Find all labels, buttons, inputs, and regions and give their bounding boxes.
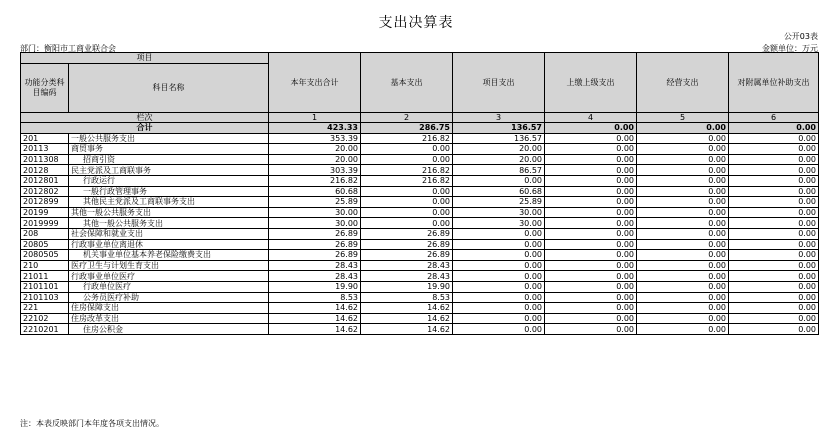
row-value: 28.43 (361, 260, 453, 271)
row-value: 30.00 (269, 207, 361, 218)
row-value: 0.00 (729, 165, 819, 176)
row-value: 20.00 (453, 144, 545, 155)
header-func-code: 功能分类科目编码 (21, 64, 69, 113)
row-value: 14.62 (361, 324, 453, 335)
header-subsidy: 对附属单位补助支出 (729, 53, 819, 113)
row-value: 0.00 (545, 175, 637, 186)
row-value: 0.00 (637, 165, 729, 176)
column-number: 6 (729, 113, 819, 123)
row-value: 0.00 (729, 303, 819, 314)
row-value: 0.00 (637, 207, 729, 218)
row-value: 0.00 (637, 281, 729, 292)
footnote: 注：本表反映部门本年度各项支出情况。 (20, 419, 164, 428)
row-value: 20.00 (453, 154, 545, 165)
header-total: 本年支出合计 (269, 53, 361, 113)
row-value: 0.00 (637, 271, 729, 282)
row-value: 0.00 (729, 154, 819, 165)
row-value: 0.00 (637, 133, 729, 144)
row-value: 60.68 (453, 186, 545, 197)
row-subject-name: 其他一般公共服务支出 (69, 207, 269, 218)
total-value: 286.75 (361, 123, 453, 134)
row-value: 30.00 (269, 218, 361, 229)
row-value: 0.00 (545, 218, 637, 229)
row-value: 0.00 (729, 281, 819, 292)
row-value: 14.62 (361, 313, 453, 324)
row-value: 0.00 (637, 228, 729, 239)
row-value: 0.00 (545, 133, 637, 144)
row-value: 25.89 (269, 197, 361, 208)
row-subject-name: 行政事业单位离退休 (69, 239, 269, 250)
table-row (21, 260, 819, 271)
row-value: 19.90 (269, 281, 361, 292)
row-value: 0.00 (545, 144, 637, 155)
header-project: 项目支出 (453, 53, 545, 113)
row-code: 2210201 (21, 324, 69, 335)
table-row (21, 207, 819, 218)
row-value: 14.62 (361, 303, 453, 314)
row-code: 20128 (21, 165, 69, 176)
row-value: 0.00 (729, 324, 819, 335)
row-value: 19.90 (361, 281, 453, 292)
column-label: 栏次 (21, 113, 269, 123)
unit-label: 金额单位：万元 (762, 44, 818, 53)
row-subject-name: 住房公积金 (69, 324, 269, 335)
row-code: 2019999 (21, 218, 69, 229)
department-label: 部门：衡阳市工商业联合会 (20, 44, 116, 53)
row-value: 0.00 (637, 324, 729, 335)
row-value: 0.00 (637, 144, 729, 155)
row-value: 0.00 (637, 186, 729, 197)
row-value: 216.82 (361, 165, 453, 176)
table-row (21, 239, 819, 250)
expenditure-table (20, 52, 819, 335)
total-value: 0.00 (729, 123, 819, 134)
table-row (21, 218, 819, 229)
row-value: 14.62 (269, 324, 361, 335)
row-value: 28.43 (269, 260, 361, 271)
row-value: 0.00 (545, 186, 637, 197)
column-number: 3 (453, 113, 545, 123)
total-row (21, 123, 819, 134)
row-value: 353.39 (269, 133, 361, 144)
row-value: 0.00 (361, 186, 453, 197)
column-number-row (21, 113, 819, 123)
form-number: 公开03表 (783, 32, 818, 41)
page-title: 支出决算表 (378, 15, 454, 31)
row-value: 0.00 (729, 239, 819, 250)
column-number: 2 (361, 113, 453, 123)
row-value: 0.00 (453, 228, 545, 239)
row-value: 0.00 (729, 271, 819, 282)
table-row (21, 186, 819, 197)
row-value: 86.57 (453, 165, 545, 176)
row-value: 26.89 (361, 228, 453, 239)
row-value: 0.00 (545, 154, 637, 165)
row-value: 20.00 (269, 144, 361, 155)
row-subject-name: 招商引资 (69, 154, 269, 165)
row-value: 14.62 (269, 313, 361, 324)
row-code: 2080505 (21, 250, 69, 261)
column-number: 1 (269, 113, 361, 123)
row-value: 0.00 (453, 303, 545, 314)
row-subject-name: 住房改革支出 (69, 313, 269, 324)
row-value: 0.00 (637, 292, 729, 303)
row-value: 0.00 (453, 292, 545, 303)
row-value: 0.00 (545, 292, 637, 303)
row-value: 26.89 (269, 239, 361, 250)
row-value: 0.00 (545, 239, 637, 250)
row-value: 0.00 (361, 154, 453, 165)
header-basic: 基本支出 (361, 53, 453, 113)
row-value: 25.89 (453, 197, 545, 208)
row-code: 2012899 (21, 197, 69, 208)
row-value: 0.00 (545, 197, 637, 208)
column-number: 5 (637, 113, 729, 123)
row-value: 0.00 (545, 260, 637, 271)
row-value: 30.00 (453, 218, 545, 229)
total-value: 136.57 (453, 123, 545, 134)
row-value: 0.00 (729, 313, 819, 324)
row-code: 22102 (21, 313, 69, 324)
row-value: 8.53 (361, 292, 453, 303)
row-value: 0.00 (637, 175, 729, 186)
row-value: 0.00 (729, 250, 819, 261)
row-subject-name: 民主党派及工商联事务 (69, 165, 269, 176)
row-value: 0.00 (545, 250, 637, 261)
row-value: 0.00 (453, 313, 545, 324)
row-subject-name: 行政运行 (69, 175, 269, 186)
row-code: 2011308 (21, 154, 69, 165)
row-value: 0.00 (637, 250, 729, 261)
row-value: 28.43 (269, 271, 361, 282)
row-code: 201 (21, 133, 69, 144)
row-value: 0.00 (361, 218, 453, 229)
row-value: 0.00 (729, 197, 819, 208)
row-subject-name: 商贸事务 (69, 144, 269, 155)
table-row (21, 228, 819, 239)
row-value: 0.00 (453, 239, 545, 250)
total-label: 合计 (21, 123, 269, 134)
row-subject-name: 行政单位医疗 (69, 281, 269, 292)
row-value: 30.00 (453, 207, 545, 218)
table-row (21, 303, 819, 314)
table-row (21, 292, 819, 303)
table-row (21, 313, 819, 324)
row-value: 0.00 (637, 218, 729, 229)
row-subject-name: 一般公共服务支出 (69, 133, 269, 144)
row-code: 20805 (21, 239, 69, 250)
row-code: 210 (21, 260, 69, 271)
row-value: 216.82 (361, 133, 453, 144)
table-row (21, 324, 819, 335)
row-value: 26.89 (361, 239, 453, 250)
row-code: 208 (21, 228, 69, 239)
row-value: 0.00 (453, 324, 545, 335)
row-value: 0.00 (361, 197, 453, 208)
table-row (21, 154, 819, 165)
row-code: 20113 (21, 144, 69, 155)
row-value: 0.00 (729, 133, 819, 144)
table-row (21, 165, 819, 176)
row-value: 0.00 (361, 207, 453, 218)
row-subject-name: 社会保障和就业支出 (69, 228, 269, 239)
row-value: 0.00 (729, 228, 819, 239)
row-subject-name: 一般行政管理事务 (69, 186, 269, 197)
table-row (21, 271, 819, 282)
row-value: 0.00 (453, 281, 545, 292)
row-code: 2101103 (21, 292, 69, 303)
row-value: 0.00 (545, 165, 637, 176)
row-code: 221 (21, 303, 69, 314)
header-superior: 上缴上级支出 (545, 53, 637, 113)
header-subject-name: 科目名称 (69, 64, 269, 113)
table-row (21, 197, 819, 208)
row-value: 0.00 (637, 197, 729, 208)
row-value: 0.00 (545, 303, 637, 314)
row-value: 216.82 (361, 175, 453, 186)
row-value: 0.00 (729, 218, 819, 229)
row-value: 26.89 (269, 250, 361, 261)
row-subject-name: 行政事业单位医疗 (69, 271, 269, 282)
row-value: 0.00 (637, 313, 729, 324)
row-subject-name: 其他一般公共服务支出 (69, 218, 269, 229)
row-value: 0.00 (637, 239, 729, 250)
row-value: 136.57 (453, 133, 545, 144)
row-value: 0.00 (637, 260, 729, 271)
table-row (21, 175, 819, 186)
row-value: 0.00 (729, 144, 819, 155)
row-value: 0.00 (361, 144, 453, 155)
row-subject-name: 公务员医疗补助 (69, 292, 269, 303)
row-value: 0.00 (545, 228, 637, 239)
row-code: 20199 (21, 207, 69, 218)
row-value: 60.68 (269, 186, 361, 197)
table-row (21, 250, 819, 261)
row-value: 28.43 (361, 271, 453, 282)
row-value: 0.00 (729, 260, 819, 271)
row-value: 0.00 (729, 292, 819, 303)
row-value: 303.39 (269, 165, 361, 176)
row-value: 0.00 (453, 175, 545, 186)
column-number: 4 (545, 113, 637, 123)
table-row (21, 133, 819, 144)
row-subject-name: 医疗卫生与计划生育支出 (69, 260, 269, 271)
row-code: 2101101 (21, 281, 69, 292)
row-code: 21011 (21, 271, 69, 282)
table-row (21, 281, 819, 292)
header-business: 经营支出 (637, 53, 729, 113)
row-value: 0.00 (729, 186, 819, 197)
row-subject-name: 住房保障支出 (69, 303, 269, 314)
row-value: 0.00 (729, 207, 819, 218)
row-value: 0.00 (453, 250, 545, 261)
total-value: 0.00 (545, 123, 637, 134)
row-value: 0.00 (729, 175, 819, 186)
total-value: 423.33 (269, 123, 361, 134)
row-value: 0.00 (545, 271, 637, 282)
row-value: 0.00 (637, 154, 729, 165)
header-item: 项目 (21, 53, 269, 64)
row-value: 0.00 (545, 324, 637, 335)
table-row (21, 144, 819, 155)
row-value: 0.00 (453, 260, 545, 271)
row-value: 26.89 (269, 228, 361, 239)
row-subject-name: 机关事业单位基本养老保险缴费支出 (69, 250, 269, 261)
row-value: 20.00 (269, 154, 361, 165)
row-code: 2012801 (21, 175, 69, 186)
row-value: 0.00 (453, 271, 545, 282)
row-subject-name: 其他民主党派及工商联事务支出 (69, 197, 269, 208)
total-value: 0.00 (637, 123, 729, 134)
header-row-item (21, 53, 819, 64)
row-value: 0.00 (545, 281, 637, 292)
row-value: 14.62 (269, 303, 361, 314)
row-value: 0.00 (545, 313, 637, 324)
row-value: 8.53 (269, 292, 361, 303)
row-value: 216.82 (269, 175, 361, 186)
row-value: 26.89 (361, 250, 453, 261)
row-value: 0.00 (545, 207, 637, 218)
row-value: 0.00 (637, 303, 729, 314)
row-code: 2012802 (21, 186, 69, 197)
